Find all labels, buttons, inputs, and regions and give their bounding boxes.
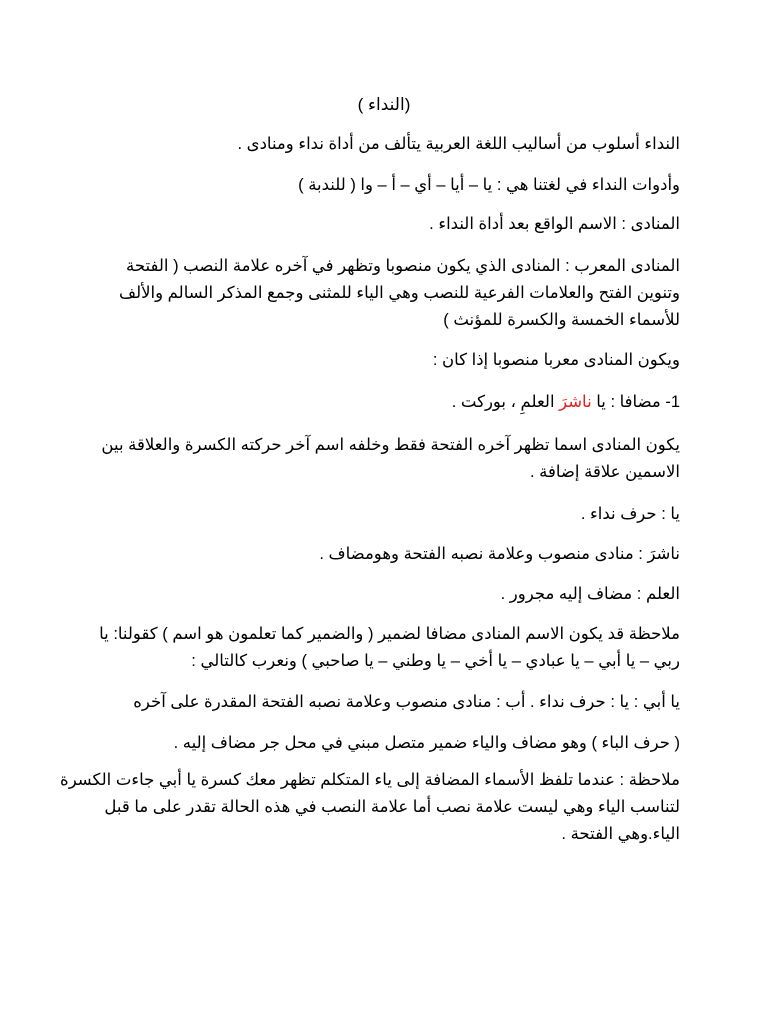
paragraph-line: ملاحظة : عندما تلفظ الأسماء المضافة إلى ياء المتكلم تظهر معك كسرة يا أبي جاءت الكسرة	[60, 771, 680, 789]
paragraph-line: الاسمين علاقة إضافة .	[529, 463, 680, 481]
paragraph-explanation	[90, 432, 680, 486]
example-suffix: العلمِ ، بوركت .	[451, 393, 560, 411]
parse-alalam: العلم : مضاف إليه مجرور .	[500, 585, 680, 603]
parse-ya: يا : حرف نداء .	[580, 505, 680, 523]
paragraph-line: ملاحظة قد يكون الاسم المنادى مضافا لضمير ( والضمير كما تعلمون هو اسم ) كقولنا: يا	[99, 625, 680, 643]
page-title: (النداء )	[357, 95, 411, 114]
paragraph-line: وتنوين الفتح والعلامات الفرعية للنصب وهي الياء للمثنى وجمع المذكر السالم والألف	[119, 284, 680, 302]
paragraph-note-pronoun	[90, 621, 680, 675]
paragraph-tools: وأدوات النداء في لغتنا هي : يا – أيا – أي – أ – وا ( للندبة )	[298, 176, 680, 194]
paragraph-line: للأسماء الخمسة والكسرة للمؤنث )	[443, 311, 680, 329]
paragraph-line: يكون المنادى اسما تظهر آخره الفتحة فقط وخلفه اسم آخر حركته الكسرة والعلاقة بين	[101, 436, 680, 454]
paragraph-line: المنادى المعرب : المنادى الذي يكون منصوبا وتظهر في آخره علامة النصب ( الفتحة	[126, 257, 680, 275]
paragraph-murab	[90, 253, 680, 334]
paragraph-line: الياء.وهي الفتحة .	[561, 825, 680, 843]
example-prefix: 1- مضافا : يا	[591, 393, 680, 411]
paragraph-line: لتناسب الياء وهي ليست علامة نصب أما علامة النصب في هذه الحالة تقدر على ما قبل	[104, 798, 680, 816]
parse-ya-abi-cont: ( حرف الباء ) وهو مضاف والياء ضمير متصل مبني في محل جر مضاف إليه .	[173, 734, 680, 752]
parse-nashir: ناشرَ : منادى منصوب وعلامة نصبه الفتحة وهومضاف .	[319, 545, 680, 563]
paragraph-munada: المنادى : الاسم الواقع بعد أداة النداء .	[429, 215, 680, 233]
paragraph-note-kasra	[60, 767, 680, 848]
parse-ya-abi: يا أبي : يا : حرف نداء . أب : منادى منصوب وعلامة نصبه الفتحة المقدرة على آخره	[133, 693, 680, 711]
paragraph-condition: ويكون المنادى معربا منصوبا إذا كان :	[432, 351, 680, 369]
paragraph-line: ربي – يا أبي – يا عبادي – يا أخي – يا وطني – يا صاحبي ) ونعرب كالتالي :	[191, 652, 680, 670]
paragraph-example-1	[90, 389, 680, 416]
paragraph-definition: النداء أسلوب من أساليب اللغة العربية يتألف من أداة نداء ومنادى .	[237, 135, 680, 153]
highlighted-word: ناشرَ	[559, 393, 592, 411]
